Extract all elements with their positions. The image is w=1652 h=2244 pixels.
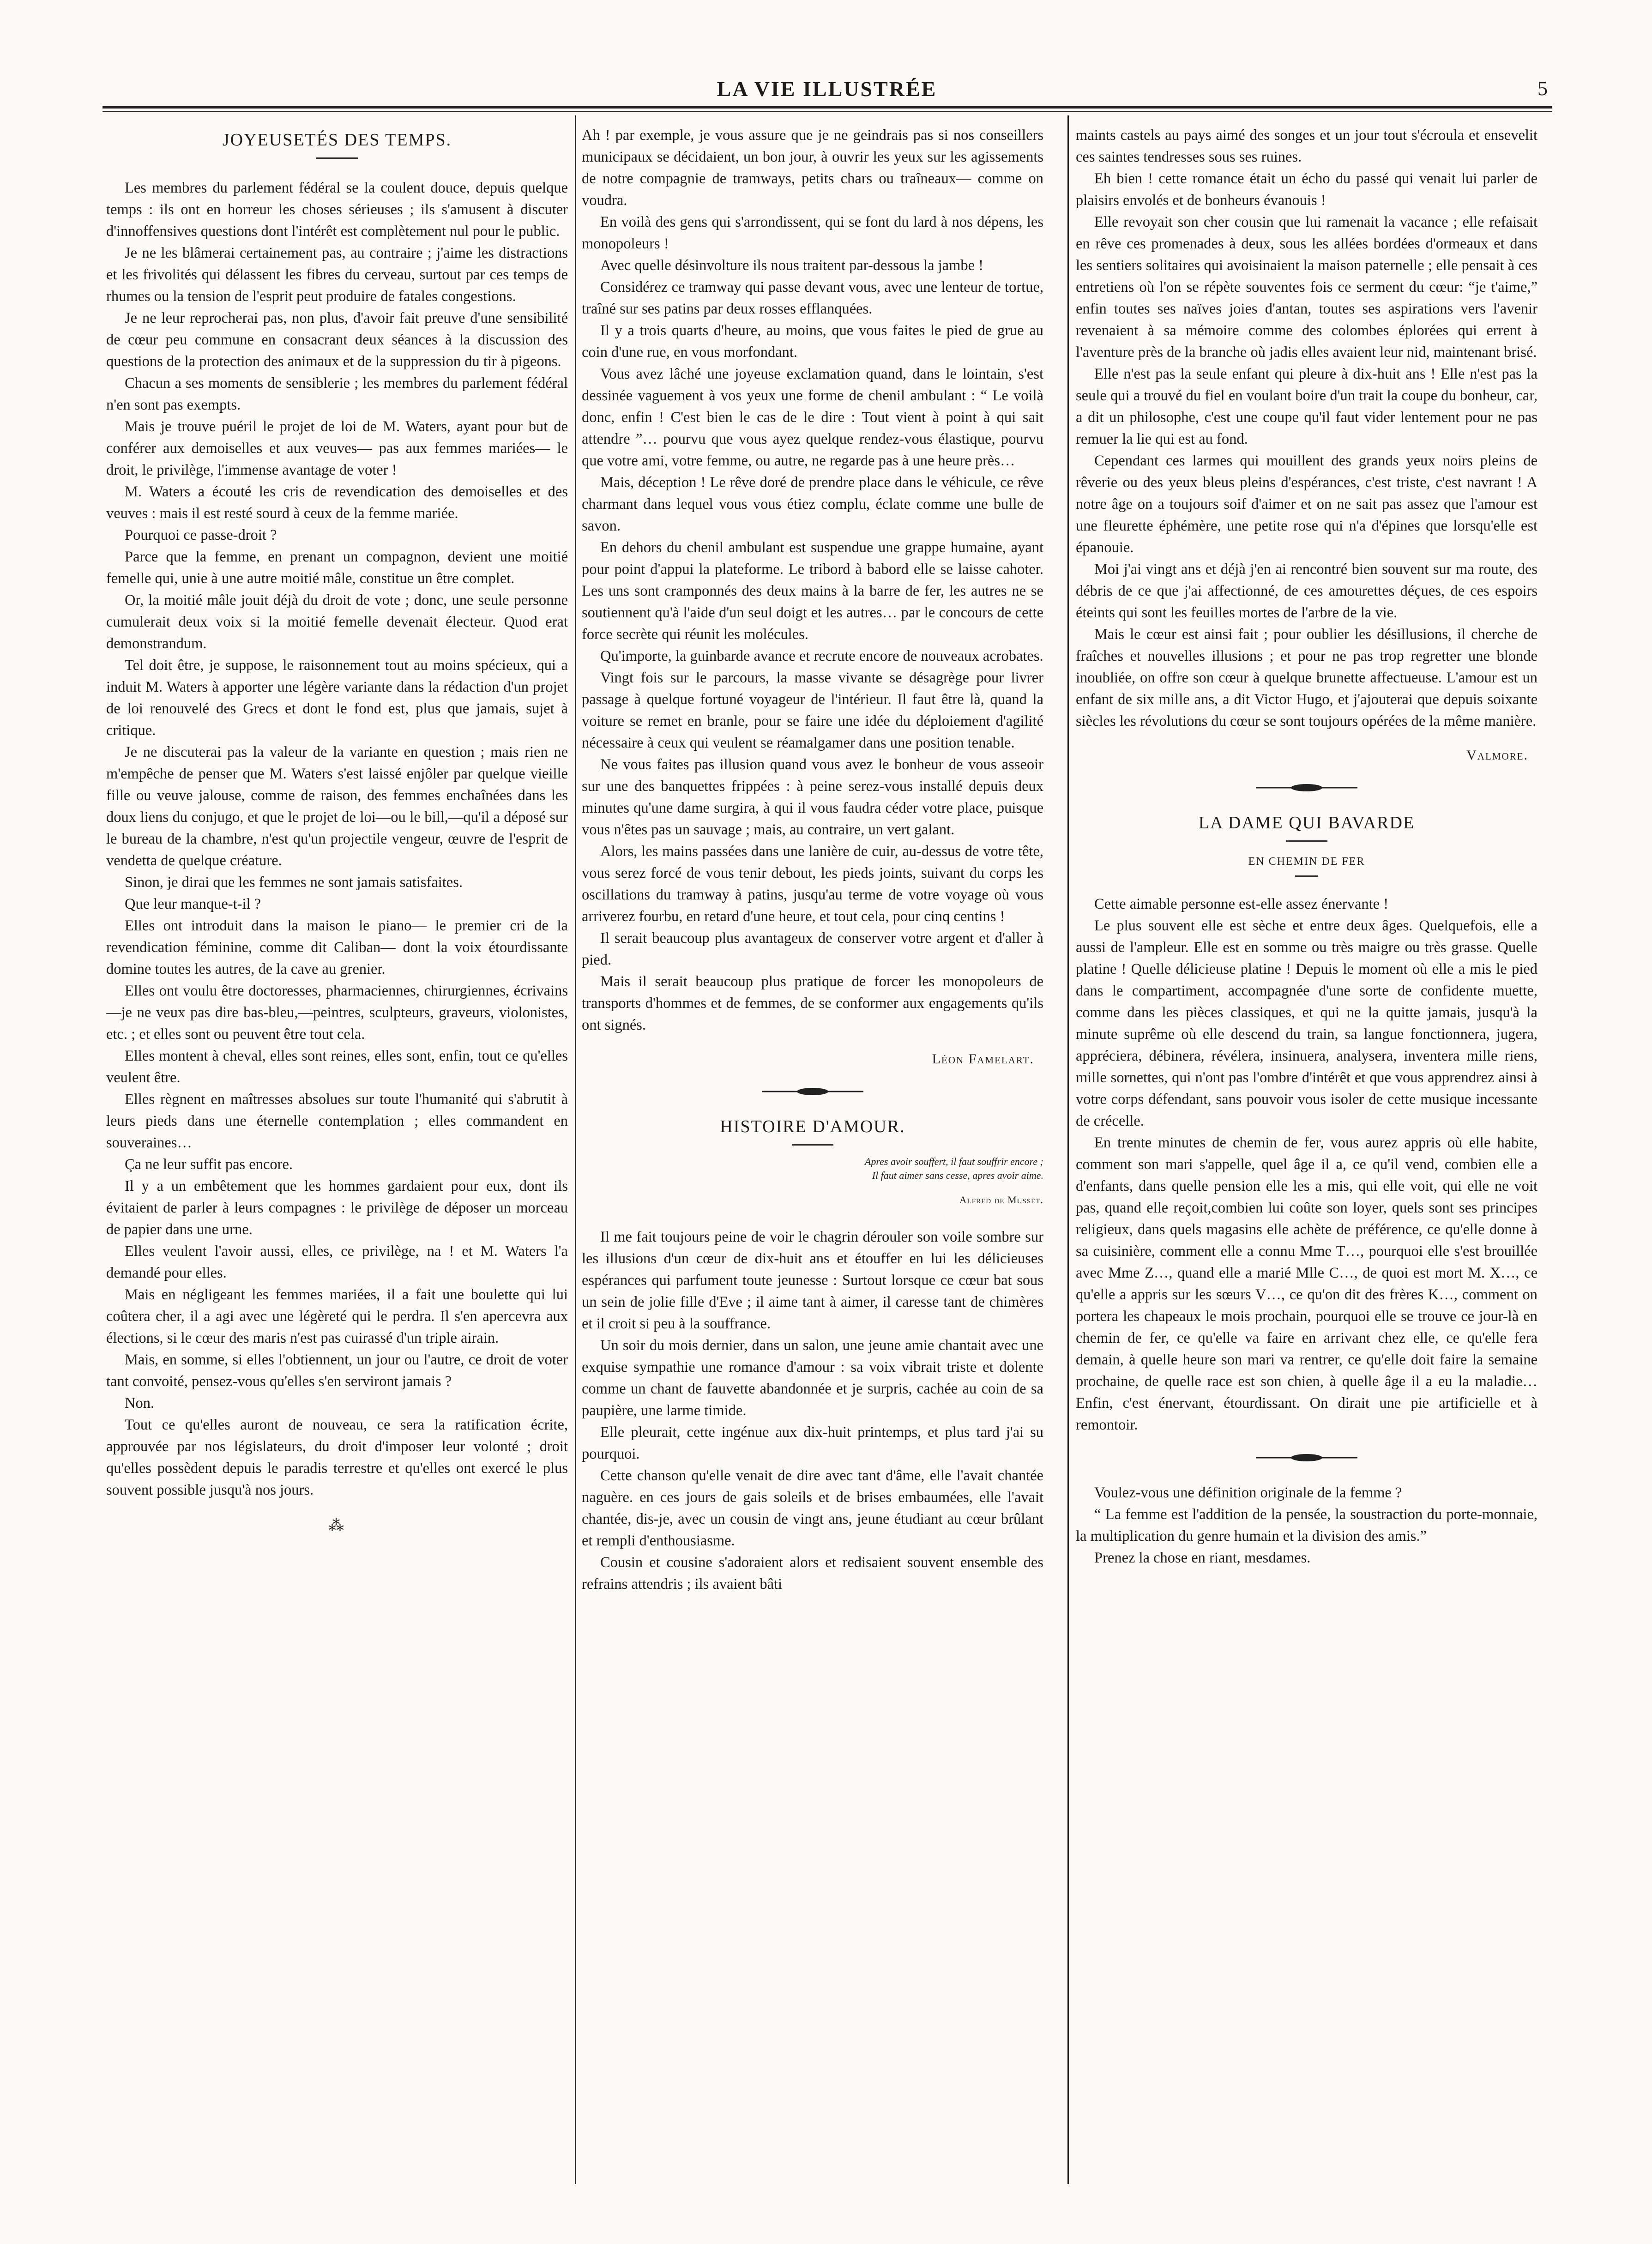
paragraph: Un soir du mois dernier, dans un salon, une jeune amie chantait avec une exquise sympathie une romance d'amour : sa voix vibrait triste et dolente comme un chant de fauvette abandonnée et je surpris, cachée au coin de sa paupière, une larme timide. bbox=[582, 1337, 1043, 1419]
paragraph: En dehors du chenil ambulant est suspendue une grappe humaine, ayant pour point d'appui la plateforme. Le tribord à babord elle se laisse cahoter. Les uns sont cramponnés des deux mains à la barre de fer, les autres ne se soutiennent qu'à l'aide d'un seul doigt et les autres… par le concours de cette force secrète qui réunit les molécules. bbox=[582, 539, 1043, 643]
column-divider bbox=[1067, 115, 1069, 2184]
paragraph: Mais le cœur est ainsi fait ; pour oublier les désillusions, il cherche de fraîches et nouvelles illusions ; et pour ne pas trop regretter une blonde inoubliée, on offre son cœur à quelque brunette affectueuse. L'amour est un enfant de six mille ans, a dit Victor Hugo, et j'ajouterai que depuis soixante siècles les révolutions du cœur se sont toujours opérées de la même manière. bbox=[1076, 626, 1537, 730]
title-rule bbox=[316, 157, 358, 159]
paragraph: Avec quelle désinvolture ils nous traitent par-dessous la jambe ! bbox=[600, 257, 983, 274]
paragraph: Tel doit être, je suppose, le raisonnement tout au moins spécieux, qui a induit M. Waters à apporter une légère variante dans la rédaction d'un projet de loi renouvelé des Grecs et dont le fond est, plus que jamais, sujet à critique. bbox=[106, 657, 568, 739]
paragraph: Chacun a ses moments de sensiblerie ; les membres du parlement fédéral n'en sont pas exempts. bbox=[106, 375, 568, 413]
column-2 bbox=[582, 125, 1043, 2184]
epigraph bbox=[582, 1155, 1043, 1182]
paragraph: Qu'importe, la guinbarde avance et recrute encore de nouveaux acrobates. bbox=[600, 648, 1043, 664]
asterism: ⁂ bbox=[328, 1517, 346, 1534]
paragraph: Ah ! par exemple, je vous assure que je ne geindrais pas si nos conseillers municipaux se décidaient, un bon jour, à ouvrir les yeux sur les agissements de notre compagnie de tramways, petits chars ou traîneaux— comme on voudra. bbox=[582, 127, 1043, 209]
paragraph: Ça ne leur suffit pas encore. bbox=[125, 1156, 293, 1173]
paragraph: Cousin et cousine s'adoraient alors et redisaient souvent ensemble des refrains attendris ; ils avaient bâti bbox=[582, 1554, 1043, 1593]
paragraph: En voilà des gens qui s'arrondissent, qui se font du lard à nos dépens, les monopoleurs ! bbox=[582, 214, 1043, 252]
ornament-divider-icon bbox=[1256, 1452, 1357, 1464]
ornament-divider-icon bbox=[762, 1086, 863, 1098]
paragraph: Tout ce qu'elles auront de nouveau, ce sera la ratification écrite, approuvée par nos législateurs, du droit d'imposer leur volonté ; droit qu'elles possèdent depuis le paradis terrestre et qu'elles ont exercé le plus souvent possible jusqu'à nos jours. bbox=[106, 1417, 568, 1498]
author-signature: Léon Famelart. bbox=[932, 1051, 1034, 1067]
paragraph: Que leur manque-t-il ? bbox=[125, 896, 261, 912]
paragraph: Elles ont voulu être doctoresses, pharmaciennes, chirurgiennes, écrivains—je ne veux pas dire bas-bleu,—peintres, sculpteurs, graveurs, violonistes, etc. ; et elles sont ou peuvent être tout cela. bbox=[106, 983, 568, 1043]
paragraph: Elle revoyait son cher cousin que lui ramenait la vacance ; elle refaisait en rêve ces promenades à deux, sous les allées bordées d'ormeaux et dans les sentiers solitaires qui avoisinaient la maison paternelle ; elle pensait à ces entretiens où l'on se répète souventes fois ce serment du cœur: “je t'aime,” enfin toutes ses naïves joies d'antan, toutes ses aspirations vers l'avenir revenaient à sa mémoire comme des colombes éplorées qui errent à l'aventure près de la branche où jadis elles avaient leur nid, maintenant brisé. bbox=[1076, 214, 1537, 361]
paragraph: Prenez la chose en riant, mesdames. bbox=[1094, 1550, 1311, 1566]
paragraph: Il serait beaucoup plus avantageux de conserver votre argent et d'aller à pied. bbox=[582, 930, 1043, 968]
ornament-divider-icon bbox=[1256, 782, 1357, 794]
column-3 bbox=[1076, 125, 1537, 2184]
paragraph: Il me fait toujours peine de voir le chagrin dérouler son voile sombre sur les illusions d'un cœur de dix-huit ans et étouffer en lui les délicieuses espérances qui parfument toute jeunesse : Surtout lorsque ce cœur bat sous un sein de jolie fille d'Eve ; il aime tant à aimer, il caresse tant de chimères et il croit si peu à la souffrance. bbox=[582, 1229, 1043, 1332]
paragraph: M. Waters a écouté les cris de revendication des demoiselles et des veuves : mais il est resté sourd à ceux de la femme mariée. bbox=[106, 483, 568, 522]
page-number: 5 bbox=[1537, 77, 1548, 100]
paragraph: Vous avez lâché une joyeuse exclamation quand, dans le lointain, s'est dessinée vaguement à vos yeux une forme de chenil ambulant : “ Le voilà donc, enfin ! C'est bien le cas de le dire : Tout vient à point à qui sait attendre ”… pourvu que vous ayez quelque rendez-vous élastique, pourvu que votre ami, votre femme, ou autre, ne regarde pas à une heure près… bbox=[582, 366, 1043, 469]
paragraph: Le plus souvent elle est sèche et entre deux âges. Quelquefois, elle a aussi de l'ampleur. Elle est en somme ou très maigre ou très grasse. Quelle platine ! Quelle délicieuse platine ! Depuis le moment où elle a mis le pied dans le compartiment, accompagnée d'une sorte de confidente muette, comme dans les pièces classiques, et qui ne la quitte jamais, jusqu'à la minute suprême où elle descend du train, sa langue fonctionnera, jugera, appréciera, débinera, révélera, insinuera, analysera, inventera mille riens, mille sornettes, qui n'ont pas l'ombre d'intérêt et que vous apprendrez ainsi à votre corps défendant, sans pouvoir vous isoler de cette musique incessante de crécelle. bbox=[1076, 917, 1537, 1129]
epigraph-line: Il faut aimer sans cesse, apres avoir aime. bbox=[872, 1170, 1043, 1181]
paragraph: maints castels au pays aimé des songes et un jour tout s'écroula et ensevelit ces saintes tendresses sous ses ruines. bbox=[1076, 127, 1537, 165]
article-body bbox=[582, 125, 1043, 1036]
article-title: LA DAME QUI BAVARDE bbox=[1198, 813, 1415, 832]
paragraph: Mais en négligeant les femmes mariées, il a fait une boulette qui lui coûtera cher, il a agi avec une légèreté qui le perdra. Il s'en apercevra aux élections, si le cœur des maris n'est pas cuirassé d'un triple airain. bbox=[106, 1286, 568, 1346]
paragraph: Pourquoi ce passe-droit ? bbox=[125, 527, 277, 543]
article-body bbox=[1076, 1482, 1537, 1569]
header-rule-thin bbox=[102, 111, 1552, 112]
paragraph: Elle n'est pas la seule enfant qui pleure à dix-huit ans ! Elle n'est pas la seule qui a trouvé du fiel en voulant boire d'un trait la coupe du bonheur, car, a dit un philosophe, c'est une coupe qu'il faut vider lentement pour ne pas remuer la lie qui est au fond. bbox=[1076, 366, 1537, 447]
article-subtitle: EN CHEMIN DE FER bbox=[1248, 856, 1365, 868]
paragraph: Eh bien ! cette romance était un écho du passé qui venait lui parler de plaisirs envolés et de bonheurs évanouis ! bbox=[1076, 170, 1537, 209]
article-body bbox=[106, 177, 568, 1501]
paragraph: Non. bbox=[125, 1395, 155, 1412]
article-title: JOYEUSETÉS DES TEMPS. bbox=[222, 130, 452, 150]
paragraph: Elles veulent l'avoir aussi, elles, ce privilège, na ! et M. Waters l'a demandé pour elles. bbox=[106, 1243, 568, 1281]
paragraph: Elle pleurait, cette ingénue aux dix-huit printemps, et plus tard j'ai su pourquoi. bbox=[582, 1424, 1043, 1462]
article-body bbox=[582, 1226, 1043, 1595]
paragraph: Elles ont introduit dans la maison le piano— le premier cri de la revendication féminine, comme dit Caliban— dont la voix étourdissante domine toutes les autres, de la cave au grenier. bbox=[106, 917, 568, 977]
article-body bbox=[1076, 125, 1537, 732]
paragraph: Je ne leur reprocherai pas, non plus, d'avoir fait preuve d'une sensibilité de cœur peu commune en consacrant deux séances à la discussion des questions de la protection des animaux et de la suppression du tir à pigeons. bbox=[106, 310, 568, 370]
paragraph: Mais il serait beaucoup plus pratique de forcer les monopoleurs de transports d'hommes et de femmes, de se conformer aux engagements qu'ils ont signés. bbox=[582, 973, 1043, 1033]
paragraph: Je ne les blâmerai certainement pas, au contraire ; j'aime les distractions et les frivolités qui délassent les fibres du cerveau, surtout par ces temps de rhumes ou la tension de l'esprit peut produire de fatales congestions. bbox=[106, 245, 568, 305]
paragraph: “ La femme est l'addition de la pensée, la soustraction du porte-monnaie, la multiplication du genre humain et la division des amis.” bbox=[1076, 1506, 1537, 1544]
article-title: HISTOIRE D'AMOUR. bbox=[720, 1117, 905, 1136]
title-rule bbox=[792, 1144, 833, 1146]
paragraph: Sinon, je dirai que les femmes ne sont jamais satisfaites. bbox=[125, 874, 463, 891]
paragraph: Alors, les mains passées dans une lanière de cuir, au-dessus de votre tête, vous serez forcé de vous tenir debout, les pieds joints, suivant du corps les oscillations du tramway à patins, jusqu'au terme de votre voyage où vous arriverez fourbu, en retard d'une heure, et tout cela, pour cinq centins ! bbox=[582, 843, 1043, 925]
title-rule bbox=[1286, 840, 1327, 842]
paragraph: Cette aimable personne est-elle assez énervante ! bbox=[1094, 896, 1389, 912]
author-signature: Valmore. bbox=[1466, 748, 1528, 763]
paragraph: Il y a trois quarts d'heure, au moins, que vous faites le pied de grue au coin d'une rue, en vous morfondant. bbox=[582, 322, 1043, 361]
paragraph: Mais je trouve puéril le projet de loi de M. Waters, ayant pour but de conférer aux demoiselles et aux veuves— pas aux femmes mariées— le droit, le privilège, l'immense avantage de voter ! bbox=[106, 418, 568, 478]
paragraph: Les membres du parlement fédéral se la coulent douce, depuis quelque temps : ils ont en horreur les choses sérieuses ; ils s'amusent à discuter d'innoffensives questions dont l'intérêt est complètement nul pour le public. bbox=[106, 180, 568, 240]
paragraph: Mais, déception ! Le rêve doré de prendre place dans le véhicule, ce rêve charmant dans lequel vous vous étiez complu, éclate comme une bulle de savon. bbox=[582, 474, 1043, 534]
page-header bbox=[106, 77, 1548, 104]
paragraph: Je ne discuterai pas la valeur de la variante en question ; mais rien ne m'empêche de penser que M. Waters s'est laissé enjôler par quelque vieille fille ou veuve jalouse, comme de raison, des femmes enchaînées dans les doux liens du conjugo, et que le projet de loi—ou le bill,—qu'il a déposé sur le bureau de la chambre, n'est qu'un projectile vengeur, œuvre de l'esprit de vendetta de quelque créature. bbox=[106, 744, 568, 869]
paragraph: Or, la moitié mâle jouit déjà du droit de vote ; donc, une seule personne cumulerait deux voix si la moitié femelle devenait électeur. Quod erat demonstrandum. bbox=[106, 592, 568, 652]
paragraph: Ne vous faites pas illusion quand vous avez le bonheur de vous asseoir sur une des banquettes frippées : à peine serez-vous installé depuis deux minutes qu'une dame surgira, à qui il vous faudra céder votre place, puisque vous n'êtes pas un sauvage ; mais, au contraire, un vert galant. bbox=[582, 756, 1043, 838]
column-1 bbox=[106, 125, 568, 2184]
paragraph: Parce que la femme, en prenant un compagnon, devient une moitié femelle qui, unie à une autre moitié mâle, constitue un être complet. bbox=[106, 549, 568, 587]
paragraph: Vingt fois sur le parcours, la masse vivante se désagrège pour livrer passage à quelque fortuné voyageur de l'intérieur. Il faut être là, quand la voiture se remet en branle, pour se faire une idée du déploiement d'agilité nécessaire à ceux qui veulent se réamalgamer dans une position tenable. bbox=[582, 670, 1043, 751]
paragraph: Elles montent à cheval, elles sont reines, elles sont, enfin, tout ce qu'elles veulent être. bbox=[106, 1048, 568, 1086]
subtitle-rule bbox=[1295, 875, 1318, 877]
epigraph-line: Apres avoir souffert, il faut souffrir encore ; bbox=[864, 1156, 1043, 1167]
paragraph: Considérez ce tramway qui passe devant vous, avec une lenteur de tortue, traîné sur ses patins par deux rosses efflanquées. bbox=[582, 279, 1043, 317]
paragraph: Mais, en somme, si elles l'obtiennent, un jour ou l'autre, ce droit de voter tant convoité, pensez-vous qu'elles s'en serviront jamais ? bbox=[106, 1351, 568, 1390]
paragraph: Il y a un embêtement que les hommes gardaient pour eux, dont ils évitaient de parler à leurs compagnes : le privilège de déposer un morceau de papier dans une urne. bbox=[106, 1178, 568, 1238]
article-body bbox=[1076, 893, 1537, 1436]
paragraph: Cette chanson qu'elle venait de dire avec tant d'âme, elle l'avait chantée naguère. en ces jours de gais soleils et de brises embaumées, elle l'avait chantée, dis-je, avec un cousin de vingt ans, jeune étudiant au cœur brûlant et rempli d'enthousiasme. bbox=[582, 1467, 1043, 1549]
epigraph-author: Alfred de Musset. bbox=[959, 1194, 1043, 1206]
paragraph: Elles règnent en maîtresses absolues sur toute l'humanité qui s'abrutit à leurs pieds dans une éternelle contemplation ; elles commandent en souveraines… bbox=[106, 1091, 568, 1151]
column-divider bbox=[575, 115, 576, 2184]
paragraph: Voulez-vous une définition originale de la femme ? bbox=[1094, 1484, 1402, 1501]
paragraph: Cependant ces larmes qui mouillent des grands yeux noirs pleins de rêverie ou des yeux bleus pleins d'espérances, c'est triste, c'est navrant ! A notre âge on a toujours soif d'aimer et on ne sait pas assez que l'amour est une fleurette éphémère, une petite rose qui n'a d'épines que lorsqu'elle est épanouie. bbox=[1076, 452, 1537, 556]
paragraph: Moi j'ai vingt ans et déjà j'en ai rencontré bien souvent sur ma route, des débris de ce que j'ai affectionné, de ces amourettes déçues, de ces espoirs éteints qui sont les feuilles mortes de l'arbre de la vie. bbox=[1076, 561, 1537, 621]
paragraph: En trente minutes de chemin de fer, vous aurez appris où elle habite, comment son mari s'appelle, quel âge il a, ce qu'il vend, combien elle a d'enfants, dans quelle pension elle les a mis, qui elle voit, qui elle ne voit pas, quand elle reçoit,combien lui coûte son loyer, quels sont ses principes religieux, dans quels magasins elle achète de préférence, ce qu'elle donne à sa cuisinière, comment elle a connu Mme T…, pourquoi elle s'est brouillée avec Mme Z…, quand elle a marié Mlle C…, de quoi est mort M. X…, ce qu'elle a appris sur les sœurs V…, ce qu'on dit des frères K…, comment on portera les chapeaux le mois prochain, pourquoi elle se trouve ce jour-là en chemin de fer, ce qu'elle va faire en arrivant chez elle, ce qu'elle fera demain, à quelle heure son mari va rentrer, ce qu'elle doit faire la semaine prochaine, de quelle race est son chien, à quelle âge il a eu la maladie… Enfin, c'est énervant, étourdissant. On dirait une pie artificielle et à remontoir. bbox=[1076, 1134, 1537, 1433]
masthead: LA VIE ILLUSTRÉE bbox=[717, 77, 937, 101]
header-rule bbox=[102, 106, 1552, 109]
